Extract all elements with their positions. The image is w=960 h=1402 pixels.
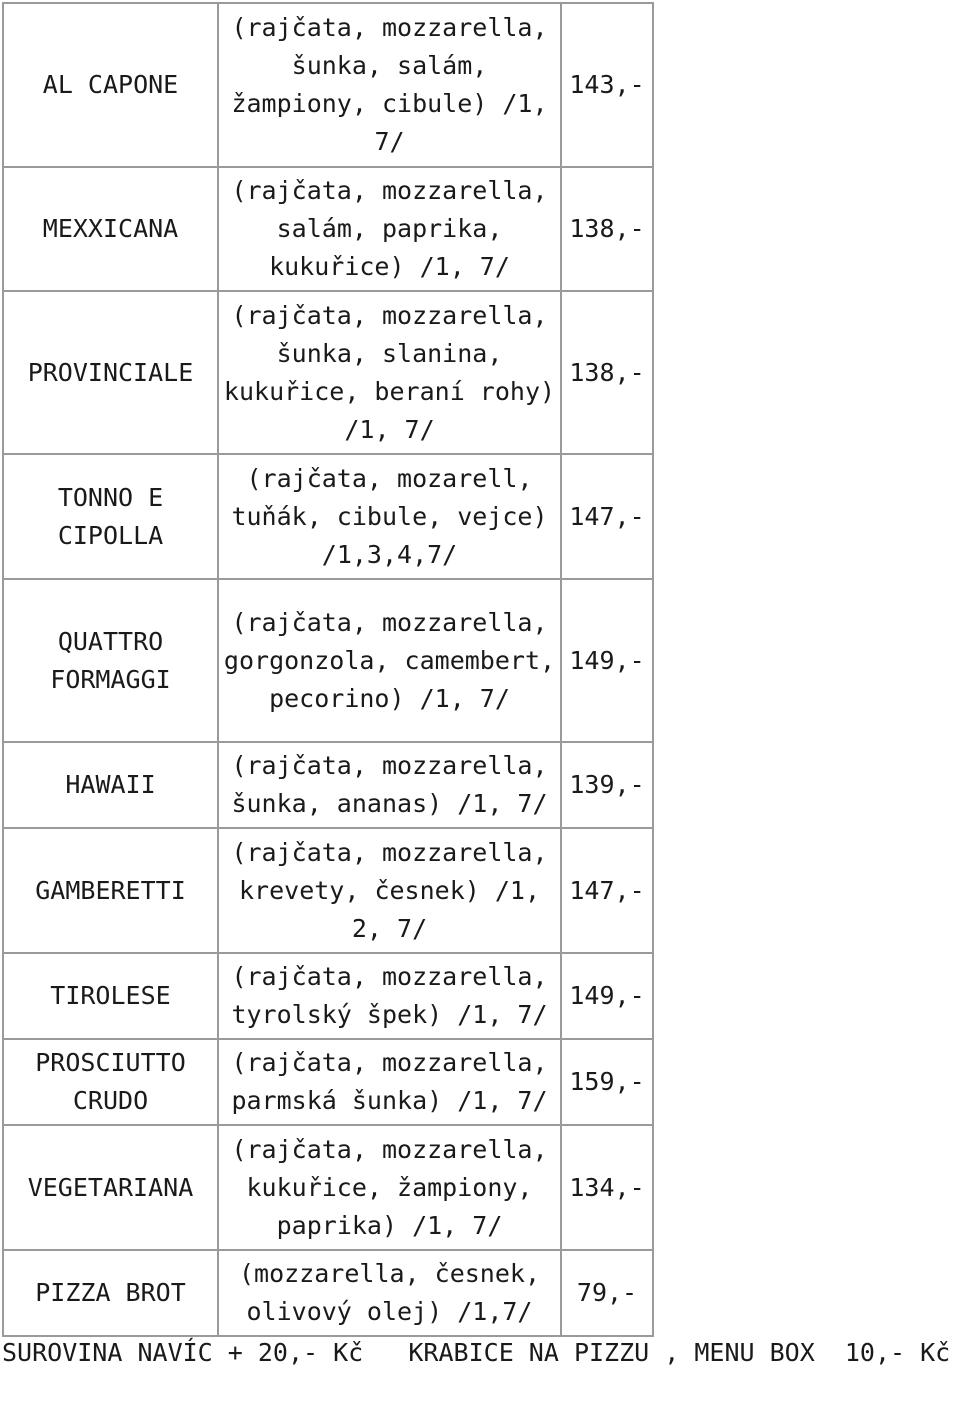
- menu-row: [3, 953, 653, 1039]
- pizza-price: 139,-: [561, 742, 653, 828]
- pizza-price: 149,-: [561, 953, 653, 1039]
- menu-row: [3, 291, 653, 454]
- pizza-price: 138,-: [561, 291, 653, 454]
- pizza-name: QUATTRO FORMAGGI: [3, 579, 218, 742]
- pizza-ingredients: (rajčata, mozzarella, kukuřice, žampiony, paprika) /1, 7/: [218, 1125, 561, 1250]
- menu-row: [3, 3, 653, 167]
- pizza-price: 149,-: [561, 579, 653, 742]
- pizza-name: AL CAPONE: [3, 3, 218, 167]
- pizza-price: 143,-: [561, 3, 653, 167]
- menu-row: [3, 1125, 653, 1250]
- pizza-price: 138,-: [561, 167, 653, 291]
- pizza-ingredients: (rajčata, mozzarella, šunka, ananas) /1, 7/: [218, 742, 561, 828]
- pizza-name: HAWAII: [3, 742, 218, 828]
- pizza-price: 134,-: [561, 1125, 653, 1250]
- pizza-name: PROVINCIALE: [3, 291, 218, 454]
- pizza-ingredients: (mozzarella, česnek, olivový olej) /1,7/: [218, 1250, 561, 1336]
- pizza-name: TIROLESE: [3, 953, 218, 1039]
- menu-row: [3, 742, 653, 828]
- pizza-menu-table: [2, 2, 654, 1337]
- menu-row: [3, 167, 653, 291]
- pizza-ingredients: (rajčata, mozzarella, krevety, česnek) /1, 2, 7/: [218, 828, 561, 953]
- pizza-ingredients: (rajčata, mozzarella, šunka, salám, žampiony, cibule) /1, 7/: [218, 3, 561, 167]
- pizza-name: PIZZA BROT: [3, 1250, 218, 1336]
- pizza-name: MEXXICANA: [3, 167, 218, 291]
- menu-body: [3, 3, 653, 1336]
- pizza-name: VEGETARIANA: [3, 1125, 218, 1250]
- pizza-ingredients: (rajčata, mozzarella, šunka, slanina, kukuřice, beraní rohy) /1, 7/: [218, 291, 561, 454]
- pizza-ingredients: (rajčata, mozzarella, tyrolský špek) /1, 7/: [218, 953, 561, 1039]
- menu-row: [3, 454, 653, 579]
- pizza-ingredients: (rajčata, mozzarella, gorgonzola, camembert, pecorino) /1, 7/: [218, 579, 561, 742]
- pizza-name: TONNO E CIPOLLA: [3, 454, 218, 579]
- menu-row: [3, 1039, 653, 1125]
- footer-note: SUROVINA NAVÍC + 20,- Kč KRABICE NA PIZZU , MENU BOX 10,- Kč: [2, 1338, 951, 1367]
- pizza-ingredients: (rajčata, mozarell, tuňák, cibule, vejce) /1,3,4,7/: [218, 454, 561, 579]
- pizza-price: 147,-: [561, 828, 653, 953]
- pizza-ingredients: (rajčata, mozzarella, salám, paprika, kukuřice) /1, 7/: [218, 167, 561, 291]
- menu-row: [3, 1250, 653, 1336]
- pizza-ingredients: (rajčata, mozzarella, parmská šunka) /1, 7/: [218, 1039, 561, 1125]
- pizza-price: 147,-: [561, 454, 653, 579]
- pizza-name: PROSCIUTTO CRUDO: [3, 1039, 218, 1125]
- pizza-price: 79,-: [561, 1250, 653, 1336]
- menu-row: [3, 828, 653, 953]
- pizza-name: GAMBERETTI: [3, 828, 218, 953]
- menu-row: [3, 579, 653, 742]
- pizza-price: 159,-: [561, 1039, 653, 1125]
